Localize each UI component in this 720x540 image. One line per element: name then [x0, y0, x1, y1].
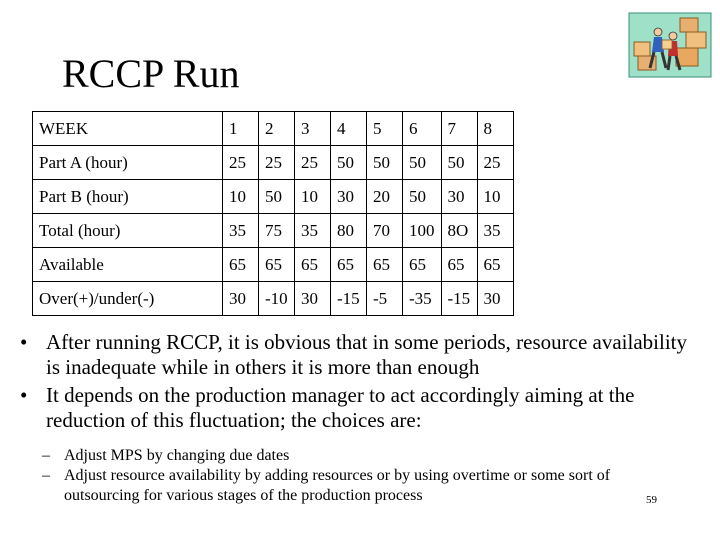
table-cell: 35 [477, 214, 513, 248]
sub-bullet-text: Adjust MPS by changing due dates [64, 447, 290, 464]
table-cell: 50 [441, 146, 477, 180]
table-cell: 2 [259, 112, 295, 146]
table-cell: 7 [441, 112, 477, 146]
row-label: Available [33, 248, 223, 282]
table-cell: 30 [441, 180, 477, 214]
dash-marker: – [42, 447, 50, 464]
table-cell: 8 [477, 112, 513, 146]
table-cell: 20 [367, 180, 403, 214]
sub-bullet-item [42, 446, 682, 466]
table-cell: -15 [331, 282, 367, 316]
table-row [33, 214, 514, 248]
table-row [33, 146, 514, 180]
table-cell: 65 [331, 248, 367, 282]
table-cell: 65 [477, 248, 513, 282]
table-cell: 10 [295, 180, 331, 214]
slide-title: RCCP Run [62, 51, 240, 96]
row-label: Part A (hour) [33, 146, 223, 180]
table-cell: 25 [223, 146, 259, 180]
table-cell: 25 [295, 146, 331, 180]
table-cell: 6 [403, 112, 442, 146]
bullet-text: It depends on the production manager to act accordingly aiming at the reduction of this fluctuation; the choices are: [46, 383, 635, 432]
table-cell: 30 [223, 282, 259, 316]
table-cell: 30 [295, 282, 331, 316]
table-cell: 3 [295, 112, 331, 146]
sub-bullet-list [42, 446, 682, 506]
table-cell: -10 [259, 282, 295, 316]
table-cell: 30 [477, 282, 513, 316]
row-label: WEEK [33, 112, 223, 146]
table-cell: 70 [367, 214, 403, 248]
table-cell: 10 [223, 180, 259, 214]
table-cell: 25 [259, 146, 295, 180]
bullet-item [20, 330, 700, 380]
row-label: Over(+)/under(-) [33, 282, 223, 316]
table-cell: 100 [403, 214, 442, 248]
table-row [33, 180, 514, 214]
table-cell: 65 [441, 248, 477, 282]
sub-bullet-text: Adjust resource availability by adding resources or by using overtime or some sort of outsourcing for various stages of the production process [64, 467, 611, 504]
table-cell: 5 [367, 112, 403, 146]
table-cell: -15 [441, 282, 477, 316]
bullet-item [20, 383, 700, 433]
table-cell: 25 [477, 146, 513, 180]
row-label: Total (hour) [33, 214, 223, 248]
table-cell: 65 [295, 248, 331, 282]
warehouse-workers-clipart [628, 12, 712, 78]
table-cell: 10 [477, 180, 513, 214]
table-cell: 50 [331, 146, 367, 180]
bullet-list [20, 330, 700, 436]
table-cell: 65 [259, 248, 295, 282]
table-cell: 8O [441, 214, 477, 248]
rccp-table [32, 111, 514, 316]
table-cell: 30 [331, 180, 367, 214]
page-number: 59 [646, 494, 657, 506]
table-cell: 50 [403, 180, 442, 214]
table-cell: 50 [403, 146, 442, 180]
table-row [33, 112, 514, 146]
bullet-text: After running RCCP, it is obvious that in some periods, resource availability is inadequate while in others it is more than enough [46, 330, 688, 379]
bullet-marker: • [20, 383, 28, 407]
table-cell: 80 [331, 214, 367, 248]
table-cell: 35 [295, 214, 331, 248]
table-cell: 65 [403, 248, 442, 282]
table-cell: 75 [259, 214, 295, 248]
sub-bullet-item [42, 466, 682, 506]
table-cell: 35 [223, 214, 259, 248]
table-cell: 65 [367, 248, 403, 282]
table-cell: 65 [223, 248, 259, 282]
dash-marker: – [42, 467, 50, 484]
row-label: Part B (hour) [33, 180, 223, 214]
bullet-marker: • [20, 330, 28, 354]
table-cell: -5 [367, 282, 403, 316]
table-cell: -35 [403, 282, 442, 316]
table-row [33, 248, 514, 282]
table-cell: 50 [259, 180, 295, 214]
table-cell: 1 [223, 112, 259, 146]
table-cell: 50 [367, 146, 403, 180]
table-row [33, 282, 514, 316]
table-cell: 4 [331, 112, 367, 146]
